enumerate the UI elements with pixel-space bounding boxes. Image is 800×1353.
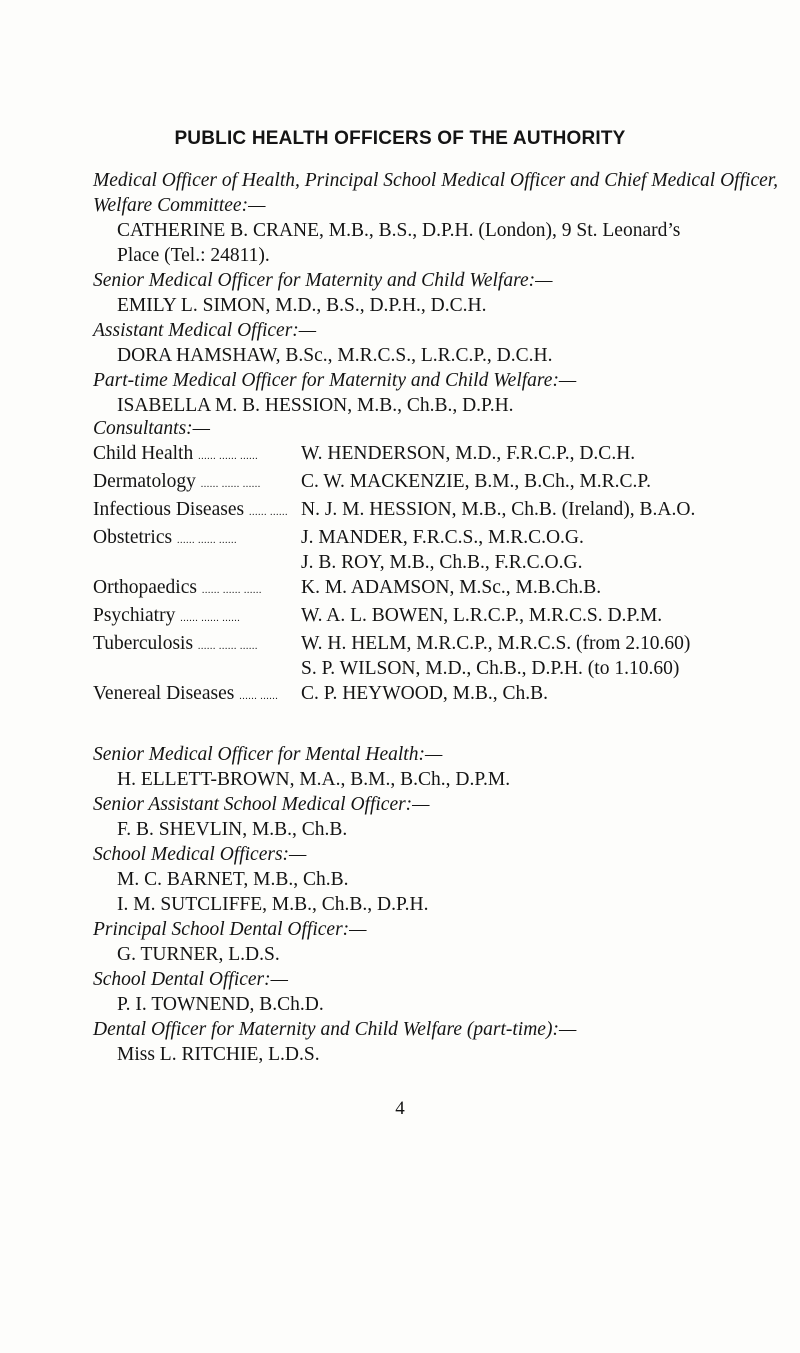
consultant-name: W. A. L. BOWEN, L.R.C.P., M.R.C.S. D.P.M.: [301, 605, 663, 626]
section-moh: [93, 168, 783, 268]
section-principal-dental: [93, 917, 783, 967]
section-school-dental: [93, 967, 783, 1017]
consultant-row: [93, 497, 783, 525]
section-senior-mcw: [93, 268, 783, 318]
officer-line: H. ELLETT-BROWN, M.A., B.M., B.Ch., D.P.M.: [117, 769, 511, 790]
leader-dots: ...... ...... ......: [198, 451, 259, 462]
specialty-label: Child Health: [93, 443, 194, 464]
consultant-row: [93, 469, 783, 497]
leader-dots: ...... ......: [248, 507, 288, 518]
specialty-label: Psychiatry: [93, 605, 176, 626]
section-title: Senior Medical Officer for Maternity and Child Welfare:—: [93, 270, 553, 291]
section-parttime-mcw: [93, 368, 783, 418]
consultant-row: [93, 575, 783, 603]
section-assistant-mo: [93, 318, 783, 368]
officer-line: ISABELLA M. B. HESSION, M.B., Ch.B., D.P.H.: [117, 395, 514, 416]
section-title: Medical Officer of Health, Principal School Medical Officer and Chief Medical Officer, Welfare Committee:—: [93, 170, 779, 216]
section-title: Senior Assistant School Medical Officer:—: [93, 794, 430, 815]
section-title: School Dental Officer:—: [93, 969, 288, 990]
leader-dots: ...... ...... ......: [200, 479, 261, 490]
officer-line: I. M. SUTCLIFFE, M.B., Ch.B., D.P.H.: [117, 894, 429, 915]
leader-dots: ...... ...... ......: [180, 613, 241, 624]
consultant-name: J. B. ROY, M.B., Ch.B., F.R.C.O.G.: [301, 552, 583, 573]
specialty-label: Venereal Diseases: [93, 683, 235, 704]
consultant-name: J. MANDER, F.R.C.S., M.R.C.O.G.: [301, 527, 584, 548]
consultant-row: [93, 441, 783, 469]
section-dental-mcw: [93, 1017, 783, 1067]
consultant-name: N. J. M. HESSION, M.B., Ch.B. (Ireland), B.A.O.: [301, 499, 696, 520]
section-mental-health: [93, 742, 783, 792]
officer-line: Miss L. RITCHIE, L.D.S.: [117, 1044, 320, 1065]
specialty-label: Dermatology: [93, 471, 196, 492]
section-title: Dental Officer for Maternity and Child Welfare (part-time):—: [93, 1019, 577, 1040]
officer-line: DORA HAMSHAW, B.Sc., M.R.C.S., L.R.C.P., D.C.H.: [117, 345, 553, 366]
specialty-label: Orthopaedics: [93, 577, 197, 598]
leader-dots: ...... ...... ......: [201, 585, 262, 596]
consultant-name: C. P. HEYWOOD, M.B., Ch.B.: [301, 683, 549, 704]
officer-line: F. B. SHEVLIN, M.B., Ch.B.: [117, 819, 348, 840]
consultant-name: W. H. HELM, M.R.C.P., M.R.C.S. (from 2.10.60): [301, 633, 691, 654]
leader-dots: ...... ...... ......: [197, 641, 258, 652]
consultant-name: C. W. MACKENZIE, B.M., B.Ch., M.R.C.P.: [301, 471, 651, 492]
section-school-mo: [93, 842, 783, 917]
page-number: 4: [395, 1098, 405, 1119]
specialty-label: Infectious Diseases: [93, 499, 245, 520]
section-title: Assistant Medical Officer:—: [93, 320, 317, 341]
section-title: Principal School Dental Officer:—: [93, 919, 367, 940]
consultant-row: [93, 525, 783, 575]
officer-line: P. I. TOWNEND, B.Ch.D.: [117, 994, 324, 1015]
section-senior-asst-school: [93, 792, 783, 842]
section-title: Consultants:—: [93, 418, 211, 439]
section-title: Senior Medical Officer for Mental Health:—: [93, 744, 443, 765]
officer-line: G. TURNER, L.D.S.: [117, 944, 280, 965]
section-title: School Medical Officers:—: [93, 844, 307, 865]
consultants-section: [93, 416, 783, 709]
consultant-name: K. M. ADAMSON, M.Sc., M.B.Ch.B.: [301, 577, 602, 598]
page-heading: PUBLIC HEALTH OFFICERS OF THE AUTHORITY: [174, 128, 626, 149]
consultant-row: [93, 681, 783, 709]
specialty-label: Tuberculosis: [93, 633, 194, 654]
specialty-label: Obstetrics: [93, 527, 173, 548]
leader-dots: ...... ......: [239, 691, 279, 702]
leader-dots: ...... ...... ......: [176, 535, 237, 546]
officer-line: Place (Tel.: 24811).: [117, 245, 270, 266]
section-title: Part-time Medical Officer for Maternity and Child Welfare:—: [93, 370, 577, 391]
consultant-name: W. HENDERSON, M.D., F.R.C.P., D.C.H.: [301, 443, 636, 464]
consultant-row: [93, 603, 783, 631]
officer-line: M. C. BARNET, M.B., Ch.B.: [117, 869, 349, 890]
officer-line: CATHERINE B. CRANE, M.B., B.S., D.P.H. (London), 9 St. Leonard’s: [117, 220, 681, 241]
consultant-row: [93, 631, 783, 681]
officer-line: EMILY L. SIMON, M.D., B.S., D.P.H., D.C.H.: [117, 295, 487, 316]
consultant-name: S. P. WILSON, M.D., Ch.B., D.P.H. (to 1.10.60): [301, 658, 680, 679]
